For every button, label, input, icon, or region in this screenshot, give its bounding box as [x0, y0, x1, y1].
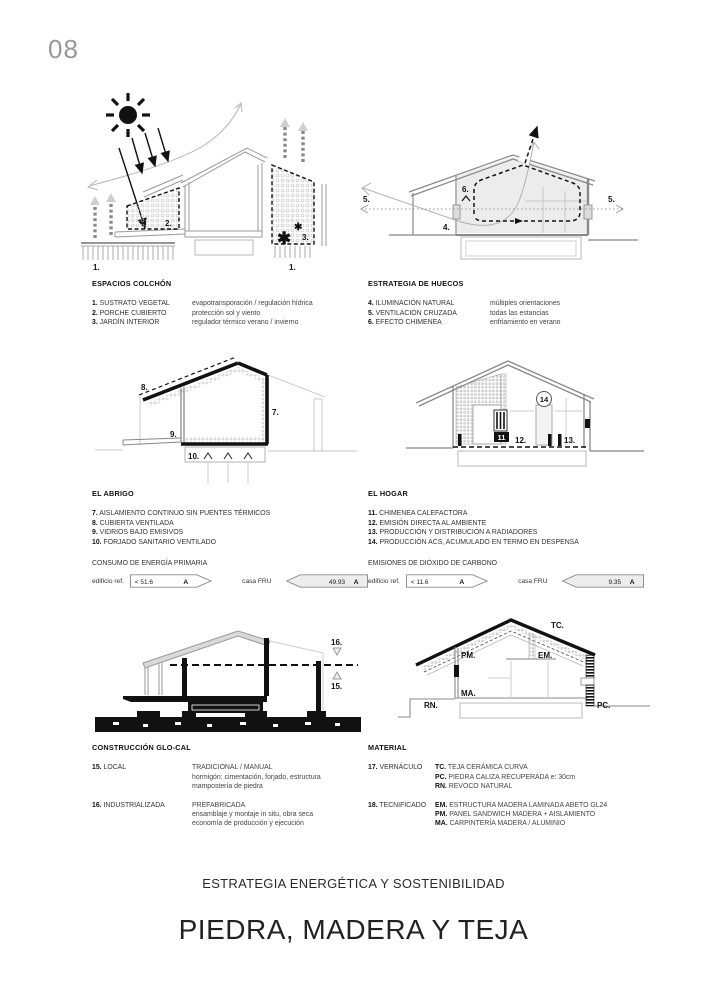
svg-text:49.93: 49.93 — [328, 579, 346, 587]
item-description: TRADICIONAL / MANUAL hormigón: cimentación, forjado, estructura mampostería de piedra — [192, 764, 321, 791]
prefab-roof — [143, 631, 270, 668]
item-description: múltiples orientaciones — [490, 300, 561, 308]
snowflake-icon: ✱ — [277, 229, 292, 248]
energy-meter-row — [92, 574, 368, 588]
diagram-construccion-glocal — [85, 603, 377, 735]
list-item: 4. ILUMINACIÓN NATURAL — [368, 300, 455, 308]
diagram-label: 11 — [497, 433, 506, 442]
diagram-label: 9. — [170, 430, 177, 439]
diagram-espacios-colchon — [75, 88, 345, 273]
section-material — [368, 743, 644, 829]
diagram-label: 8. — [141, 383, 148, 392]
low-e-glazing — [181, 387, 184, 442]
meter-label: edificio ref. — [92, 577, 124, 585]
diagram-label: 6. — [462, 185, 469, 194]
snowflake-icon: ✱ — [294, 222, 303, 233]
diagram-label: EM. — [538, 651, 553, 660]
item-description: todas las estancias — [490, 309, 549, 317]
carpentry-frame — [454, 665, 459, 677]
stone-wall — [586, 655, 594, 678]
sun-icon — [106, 93, 150, 137]
item-description: regulador térmico verano / invierno — [192, 319, 299, 327]
section-el-hogar — [368, 489, 644, 588]
diagram-label: 2. — [165, 219, 172, 228]
diagram-label: 3. — [302, 233, 309, 242]
svg-text:< 51.6: < 51.6 — [134, 579, 154, 587]
diagram-label: 13. — [564, 436, 576, 445]
roof-insulation — [147, 367, 265, 407]
list-item: 16. INDUSTRIALIZADA — [92, 801, 165, 809]
item-description: PREFABRICADA ensamblaje y montaje in situ, obra seca economía de producción y ejecución — [192, 801, 314, 828]
item-description: evapotransporación / regulación hídrica — [192, 300, 313, 308]
diagram-label: PC. — [597, 701, 611, 710]
list-item: 6. EFECTO CHIMENEA — [368, 319, 442, 327]
floor-slab — [123, 696, 267, 702]
ridge-vent-gap — [519, 158, 530, 162]
section-heading: CONSTRUCCIÓN GLO-CAL — [92, 743, 191, 752]
sheet-subtitle: ESTRATEGIA ENERGÉTICA Y SOSTENIBILIDAD — [202, 876, 505, 891]
up-triangle-icon — [333, 672, 341, 679]
diagram-label: 1. — [289, 263, 296, 272]
window-opening — [453, 205, 460, 219]
energy-rating-casa — [562, 574, 644, 588]
meter-label: casa FRU — [518, 577, 548, 585]
page-number: 08 — [48, 34, 79, 64]
section-heading: MATERIAL — [368, 743, 407, 752]
list-item: 3. JARDÍN INTERIOR — [92, 319, 160, 327]
diagram-label: TC. — [551, 621, 564, 630]
diagram-label: 1. — [93, 263, 100, 272]
crawl-space-vents — [208, 462, 248, 483]
list-item: 2. PORCHE CUBIERTO — [92, 309, 167, 317]
section-construccion-glocal — [92, 743, 368, 829]
diagram-label: 4. — [443, 223, 450, 232]
item-description: enfriamiento en verano — [490, 319, 561, 327]
foundation — [460, 703, 582, 718]
meter-title: CONSUMO DE ENERGÍA PRIMARIA — [92, 560, 208, 568]
porch-posts — [145, 663, 162, 695]
list-item: 13. PRODUCCIÓN Y DISTRIBUCIÓN A RADIADORES — [368, 529, 538, 537]
list-item: 12. EMISIÓN DIRECTA AL AMBIENTE — [368, 519, 487, 527]
svg-text:A: A — [183, 579, 189, 587]
item-description: protección sol y viento — [192, 309, 261, 317]
stone-wall — [586, 685, 594, 706]
list-item: 7. AISLAMIENTO CONTINUO SIN PUENTES TÉRMICOS — [92, 510, 271, 518]
section-espacios-colchon — [92, 279, 368, 328]
svg-text:A: A — [353, 579, 359, 587]
list-item: 14. PRODUCCIÓN ACS, ACUMULADO EN TERMO EN DESPENSA — [368, 538, 579, 546]
house-section — [406, 361, 644, 466]
diagram-label: RN. — [424, 701, 438, 710]
list-item: 1. SUSTRATO VEGETAL — [92, 300, 170, 308]
list-item: 15. LOCAL — [92, 764, 127, 772]
list-item: 18. TECNIFICADO — [368, 801, 427, 809]
energy-rating-ref — [406, 574, 488, 588]
wood-stove — [494, 410, 507, 431]
diagram-label: 12. — [515, 436, 527, 445]
energy-meter-row — [368, 574, 644, 588]
list-item: 5. VENTILACIÓN CRUZADA — [368, 309, 457, 317]
porch-slab — [123, 438, 181, 445]
sheet-title: PIEDRA, MADERA Y TEJA — [178, 914, 529, 945]
ground-mass — [95, 717, 361, 732]
meter-label: casa FRU — [242, 577, 272, 585]
energy-rating-ref — [130, 574, 212, 588]
diagram-label: 5. — [363, 195, 370, 204]
floor-insulation — [184, 437, 266, 442]
section-el-abrigo — [92, 489, 368, 588]
window-opening — [584, 205, 592, 219]
meter-label: edificio ref. — [368, 577, 400, 585]
item-description: TC. TEJA CERÁMICA CURVA PC. PIEDRA CALIZA RECUPERADA e: 30cm RN. REVOCO NATURAL — [435, 764, 576, 791]
diagram-label: 10. — [188, 452, 200, 461]
section-estrategia-huecos — [368, 279, 644, 328]
diagram-label: 7. — [272, 408, 279, 417]
list-item: 11. CHIMENEA CALEFACTORA — [368, 510, 468, 518]
section-heading: EL ABRIGO — [92, 489, 134, 498]
window-sill — [581, 678, 594, 685]
diagram-label: 16. — [331, 638, 343, 647]
diagram-label: MA. — [461, 689, 476, 698]
section-heading: ESTRATEGIA DE HUECOS — [368, 279, 464, 288]
energy-rating-casa — [286, 574, 368, 588]
diagram-estrategia-huecos — [353, 113, 645, 273]
meter-title: EMISIONES DE DIÓXIDO DE CARBONO — [368, 560, 498, 568]
list-item: 17. VERNÁCULO — [368, 764, 423, 772]
site-outline — [270, 641, 323, 715]
svg-text:< 11.6: < 11.6 — [410, 579, 429, 587]
diagram-label: 15. — [331, 682, 343, 691]
section-heading: ESPACIOS COLCHÓN — [92, 279, 172, 288]
diagram-label: 14 — [539, 395, 549, 404]
timber-structure-column — [529, 635, 535, 659]
section-heading: EL HOGAR — [368, 489, 408, 498]
item-description: EM. ESTRUCTURA MADERA LAMINADA ABETO GL24 PM. PANEL SANDWICH MADERA + AISLAMIENTO MA. CARPINTERÍA MADERA / ALUMINIO — [435, 801, 608, 828]
list-item: 9. VIDRIOS BAJO EMISIVOS — [92, 529, 184, 537]
diagram-el-abrigo — [85, 353, 365, 485]
svg-text:A: A — [629, 579, 635, 587]
diagram-material — [398, 603, 655, 735]
interior-partitions — [488, 661, 548, 698]
svg-text:A: A — [459, 579, 465, 587]
diagram-el-hogar — [398, 353, 650, 485]
roof-insulation-panel — [421, 624, 590, 671]
diagram-label: 5. — [608, 195, 615, 204]
svg-text:9.35: 9.35 — [608, 579, 622, 587]
down-triangle-icon — [333, 648, 341, 655]
list-item: 10. FORJADO SANITARIO VENTILADO — [92, 538, 216, 546]
list-item: 8. CUBIERTA VENTILADA — [92, 519, 174, 527]
diagram-label: PM. — [461, 651, 476, 660]
